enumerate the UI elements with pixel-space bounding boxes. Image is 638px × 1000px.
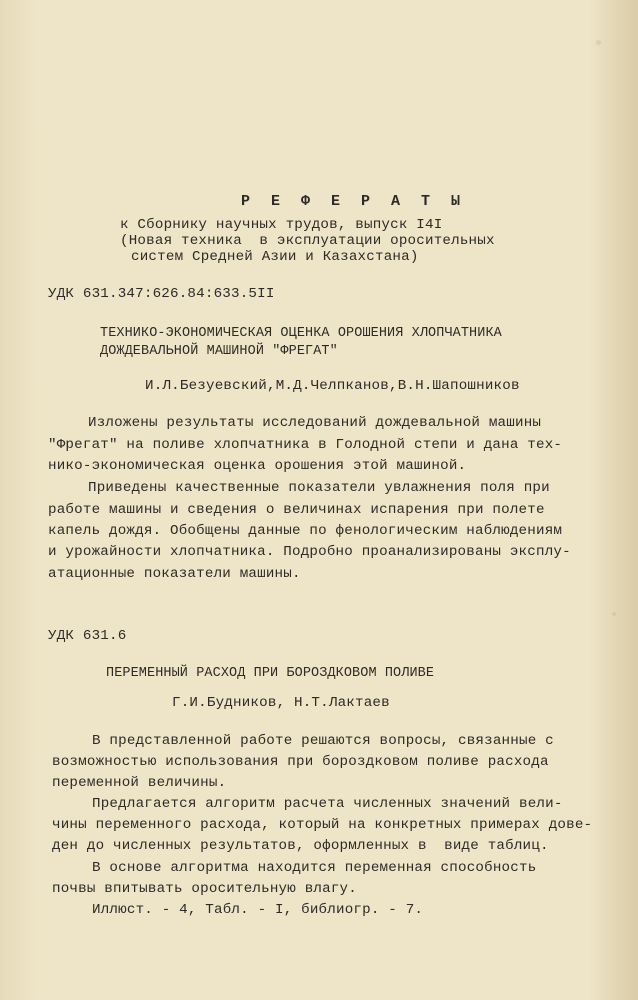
abstract-body-line: Иллюст. - 4, Табл. - I, библиогр. - 7. [92, 902, 424, 918]
abstract-title-line: ДОЖДЕВАЛЬНОЙ МАШИНОЙ "ФРЕГАТ" [100, 344, 338, 359]
abstract-body-line: В основе алгоритма находится переменная способность [92, 860, 537, 876]
abstract-body-line: нико-экономическая оценка орошения этой машиной. [48, 458, 467, 474]
abstract-body-line: ден до численных результатов, оформленных в виде таблиц. [52, 838, 549, 854]
abstract-body-line: переменной величины. [52, 775, 227, 791]
abstract-body-line: почвы впитывать оросительную влагу. [52, 881, 357, 897]
subtitle-line: систем Средней Азии и Казахстана) [131, 249, 419, 265]
udk-code: УДК 631.347:626.84:633.5II [48, 286, 275, 302]
abstract-body-line: Изложены результаты исследований дождевальной машины [88, 415, 542, 431]
abstract-body-line: Предлагается алгоритм расчета численных значений вели- [92, 796, 563, 812]
abstract-body-line: возможностью использования при бороздковом поливе расхода [52, 754, 549, 770]
paper-stain [596, 40, 601, 45]
abstract-title-line: ПЕРЕМЕННЫЙ РАСХОД ПРИ БОРОЗДКОВОМ ПОЛИВЕ [106, 666, 435, 681]
abstract-body-line: и урожайности хлопчатника. Подробно проанализированы эксплу- [48, 544, 571, 560]
abstract-body-line: "Фрегат" на поливе хлопчатника в Голодной степи и дана тех- [48, 437, 563, 453]
paper-stain [612, 612, 616, 616]
subtitle-line: к Сборнику научных трудов, выпуск I4I [120, 217, 443, 233]
subtitle-line: (Новая техника в эксплуатации оросительных [120, 233, 495, 249]
abstract-body-line: работе машины и сведения о величинах испарения при полете [48, 502, 545, 518]
abstract-body-line: капель дождя. Обобщены данные по фенологическим наблюдениям [48, 523, 563, 539]
abstract-body-line: чины переменного расхода, который на конкретных примерах дове- [52, 817, 593, 833]
abstract-authors: И.Л.Безуевский,М.Д.Челпканов,В.Н.Шапошников [145, 378, 520, 394]
abstract-body-line: Приведены качественные показатели увлажнения поля при [88, 480, 550, 496]
abstract-title-line: ТЕХНИКО-ЭКОНОМИЧЕСКАЯ ОЦЕНКА ОРОШЕНИЯ ХЛОПЧАТНИКА [100, 326, 502, 341]
udk-code: УДК 631.6 [48, 628, 127, 644]
abstract-body-line: В представленной работе решаются вопросы, связанные с [92, 733, 554, 749]
document-title: Р Е Ф Е Р А Т Ы [241, 193, 467, 210]
abstract-authors: Г.И.Будников, Н.Т.Лактаев [172, 695, 390, 711]
abstract-body-line: атационные показатели машины. [48, 566, 301, 582]
